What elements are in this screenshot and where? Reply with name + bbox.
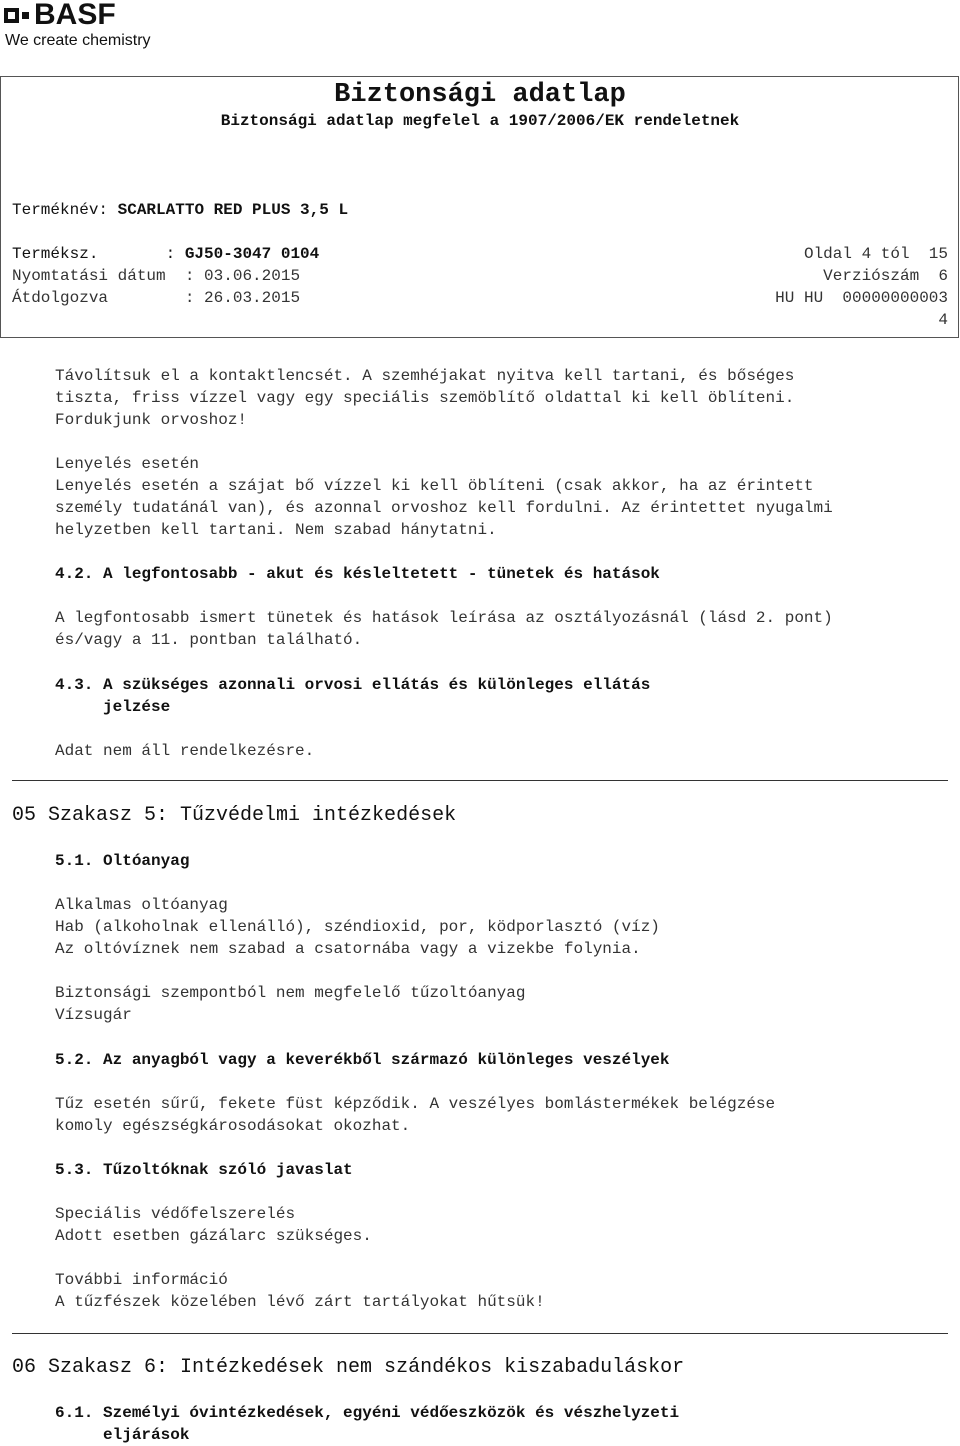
document-title: Biztonsági adatlap: [334, 80, 626, 110]
subsection-5-2-line: komoly egészségkárosodásokat okozhat.: [55, 1117, 411, 1135]
subsection-5-1-line: Hab (alkoholnak ellenálló), széndioxid, por, ködporlasztó (víz): [55, 918, 660, 936]
subsection-6-1-title: 6.1. Személyi óvintézkedések, egyéni védőeszközök és vészhelyzeti: [55, 1404, 680, 1422]
subsection-5-1-line: Vízsugár: [55, 1006, 132, 1024]
subsection-5-3-subheading: További információ: [55, 1271, 228, 1289]
header-row: [12, 265, 300, 287]
eye-line: tiszta, friss vízzel vagy egy speciális szemöblítő oldattal ki kell öblíteni.: [55, 389, 795, 407]
section-divider: [12, 1333, 948, 1334]
subsection-5-2-line: Tűz esetén sűrű, fekete füst képződik. A veszélyes bomlástermékek belégzése: [55, 1095, 776, 1113]
page-indicator: Oldal 4 tól 15: [803, 245, 948, 263]
section-5-title: 05 Szakasz 5: Tűzvédelmi intézkedések: [12, 804, 457, 827]
version-number: Verziószám 6: [823, 267, 948, 285]
subsection-4-2-title: 4.2. A legfontosabb - akut és késleltetett - tünetek és hatások: [55, 565, 660, 583]
logo-tagline: We create chemistry: [5, 32, 151, 49]
logo-square-icon: [4, 8, 19, 23]
eye-line: Fordukjunk orvoshoz!: [55, 411, 248, 429]
print-date: 03.06.2015: [204, 267, 301, 285]
ingestion-heading: Lenyelés esetén: [55, 455, 200, 473]
logo-name: BASF: [34, 0, 116, 31]
section-6-title: 06 Szakasz 6: Intézkedések nem szándékos kiszabaduláskor: [12, 1356, 685, 1379]
product-line: [12, 199, 348, 221]
header-row: [12, 287, 300, 309]
subsection-6-1-title-cont: eljárások: [55, 1426, 190, 1444]
document-subtitle: Biztonsági adatlap megfelel a 1907/2006/EK rendeletnek: [220, 112, 740, 130]
header-row: [12, 243, 319, 265]
row-label: Terméksz. :: [12, 245, 185, 263]
ingestion-line: Lenyelés esetén a szájat bő vízzel ki kell öblíteni (csak akkor, ha az érintett: [55, 477, 814, 495]
subsection-5-1-subheading: Biztonsági szempontból nem megfelelő tűzoltóanyag: [55, 984, 526, 1002]
eye-line: Távolítsuk el a kontaktlencsét. A szemhéjakat nyitva kell tartani, és bőséges: [55, 367, 795, 385]
subsection-5-3-line: Adott esetben gázálarc szükséges.: [55, 1227, 372, 1245]
subsection-5-3-title: 5.3. Tűzoltóknak szóló javaslat: [55, 1161, 353, 1179]
subsection-4-3-title: 4.3. A szükséges azonnali orvosi ellátás és különleges ellátás: [55, 676, 651, 694]
section-divider: [12, 780, 948, 781]
subsection-4-3-title-cont: jelzése: [55, 698, 171, 716]
subsection-4-3-text: Adat nem áll rendelkezésre.: [55, 742, 315, 760]
product-number: GJ50-3047 0104: [184, 245, 320, 263]
subsection-5-1-title: 5.1. Oltóanyag: [55, 852, 190, 870]
logo-dot-icon: [22, 12, 29, 19]
subsection-5-1-line: Az oltóvíznek nem szabad a csatornába vagy a vizekbe folynia.: [55, 940, 641, 958]
subsection-5-1-subheading: Alkalmas oltóanyag: [55, 896, 228, 914]
subsection-4-2-line: A legfontosabb ismert tünetek és hatások leírása az osztályozásnál (lásd 2. pont): [55, 609, 833, 627]
header-extra: 4: [938, 311, 948, 329]
subsection-5-3-subheading: Speciális védőfelszerelés: [55, 1205, 296, 1223]
basf-logo: [4, 2, 151, 50]
product-name: SCARLATTO RED PLUS 3,5 L: [117, 201, 349, 219]
subsection-5-2-title: 5.2. Az anyagból vagy a keverékből származó különleges veszélyek: [55, 1051, 670, 1069]
ingestion-line: helyzetben kell tartani. Nem szabad hánytatni.: [55, 521, 497, 539]
locale-code: HU HU 00000000003: [775, 289, 948, 307]
revision-date: 26.03.2015: [204, 289, 301, 307]
product-label: Terméknév:: [12, 201, 118, 219]
row-label: Átdolgozva :: [12, 289, 205, 307]
subsection-4-2-line: és/vagy a 11. pontban található.: [55, 631, 363, 649]
ingestion-line: személy tudatánál van), és azonnal orvoshoz kell fordulni. Az érintettet nyugalmi: [55, 499, 833, 517]
subsection-5-3-line: A tűzfészek közelében lévő zárt tartályokat hűtsük!: [55, 1293, 545, 1311]
row-label: Nyomtatási dátum :: [12, 267, 205, 285]
